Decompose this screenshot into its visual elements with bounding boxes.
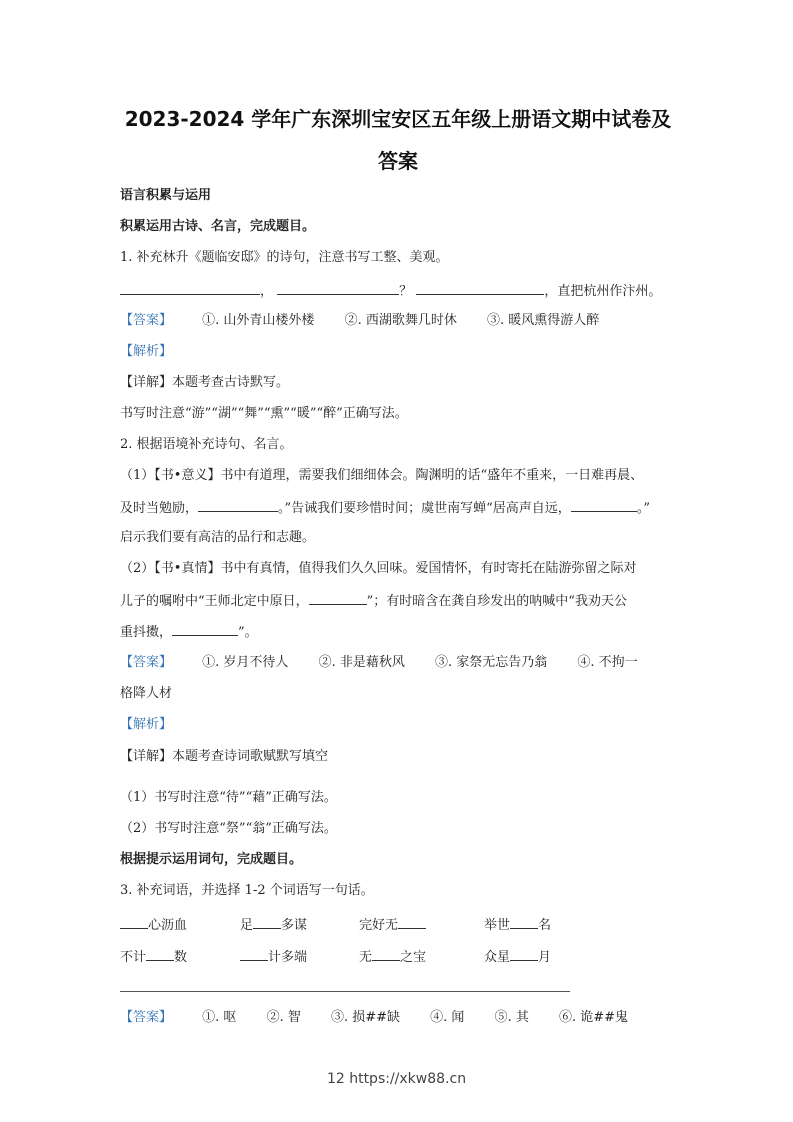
answer-item: ④. 闻 xyxy=(430,1010,465,1025)
idiom-part: 数 xyxy=(174,950,188,965)
question-3-stem: 3. 补充词语，并选择 1-2 个词语写一句话。 xyxy=(120,883,374,898)
answer-continuation: 格降人材 xyxy=(120,686,173,701)
analysis-tag: 【解析】 xyxy=(120,344,173,359)
answer-blank xyxy=(309,592,367,605)
idiom-blank xyxy=(120,946,187,965)
note-text: （1）书写时注意“待”“藉”正确写法。 xyxy=(120,790,337,805)
answer-blank xyxy=(146,948,174,961)
text: 及时当勉励， xyxy=(120,501,199,516)
answer-blank xyxy=(510,916,538,929)
text: 。”告诫我们要珍惜时间；虞世南写蝉“居高声自远， xyxy=(278,501,571,516)
idiom-blank xyxy=(359,946,426,965)
punctuation: ？ xyxy=(399,284,413,299)
idiom-blank xyxy=(240,946,307,965)
poem-line: ，直把杭州作汴州。 xyxy=(544,284,662,299)
idiom-blank xyxy=(240,914,307,933)
question-2-part1-line3: 启示我们要有高洁的品行和志趣。 xyxy=(120,530,316,545)
question-2-stem: 2. 根据语境补充诗句、名言。 xyxy=(120,437,293,452)
question-2-part2-line1: （2）【书•真情】书中有真情，值得我们久久回味。爱国情怀，有时寄托在陆游弥留之际对 xyxy=(120,561,637,576)
answer-item: ①. 呕 xyxy=(202,1010,237,1025)
idiom-blank xyxy=(484,914,551,933)
note-text: 书写时注意“游”“湖”“舞”“熏”“暖”“醉”正确写法。 xyxy=(120,406,408,421)
answer-tag: 【答案】 xyxy=(120,655,173,670)
answer-item: ③. 暖风熏得游人醉 xyxy=(486,313,600,328)
answer-tag: 【答案】 xyxy=(120,1010,173,1025)
question-1-stem: 1. 补充林升《题临安邸》的诗句，注意书写工整、美观。 xyxy=(120,250,449,265)
answer-blank xyxy=(510,948,538,961)
answer-item: ③. 家祭无忘告乃翁 xyxy=(434,655,548,670)
idiom-part: 计多端 xyxy=(268,950,308,965)
answer-blank xyxy=(416,282,544,295)
answer-item: ①. 岁月不待人 xyxy=(202,655,289,670)
document-title-line2: 答案 xyxy=(378,149,418,173)
text: 儿子的嘱咐中“王师北定中原日， xyxy=(120,594,309,609)
answer-blank xyxy=(398,916,426,929)
idiom-part: 举世 xyxy=(484,918,511,933)
idiom-part: 月 xyxy=(538,950,552,965)
idiom-blank xyxy=(484,946,551,965)
idiom-part: 不计 xyxy=(120,950,147,965)
idiom-part: 众星 xyxy=(484,950,511,965)
idiom-part: 足 xyxy=(240,918,254,933)
answer-item: ②. 非是藉秋风 xyxy=(318,655,405,670)
question-3-answer xyxy=(120,1010,628,1026)
answer-item: ⑥. 诡##鬼 xyxy=(558,1010,629,1025)
detail-text: 【详解】本题考查诗词歌赋默写填空 xyxy=(120,749,329,764)
idiom-part: 心沥血 xyxy=(148,918,188,933)
idiom-part: 完好无 xyxy=(359,918,399,933)
answer-blank xyxy=(571,499,637,512)
question-2-part2-line2 xyxy=(120,592,627,610)
idiom-part: 无 xyxy=(359,950,373,965)
answer-item: ②. 智 xyxy=(266,1010,301,1025)
text: 重抖擞， xyxy=(120,625,173,640)
page-footer: 12 https://xkw88.cn xyxy=(326,1071,467,1087)
section-heading: 语言积累与运用 xyxy=(120,188,212,203)
idiom-blank xyxy=(359,914,426,933)
question-2-answer xyxy=(120,655,638,671)
punctuation: ， xyxy=(260,284,274,299)
question-1-blanks xyxy=(120,282,661,300)
subsection-heading: 根据提示运用词句，完成题目。 xyxy=(120,852,303,867)
answer-blank xyxy=(120,916,148,929)
idiom-part: 多谋 xyxy=(281,918,308,933)
idiom-part: 之宝 xyxy=(400,950,427,965)
answer-item: ③. 损##缺 xyxy=(330,1010,401,1025)
note-text: （2）书写时注意“祭”“翁”正确写法。 xyxy=(120,821,337,836)
answer-item: ④. 不拘一 xyxy=(577,655,638,670)
detail-text: 【详解】本题考查古诗默写。 xyxy=(120,375,290,390)
answer-tag: 【答案】 xyxy=(120,313,173,328)
question-2-part1-line1: （1）【书•意义】书中有道理，需要我们细细体会。陶渊明的话“盛年不重来，一日难再晨、 xyxy=(120,468,644,483)
idiom-blank xyxy=(120,914,187,933)
question-2-part2-line3 xyxy=(120,623,258,641)
analysis-tag: 【解析】 xyxy=(120,717,173,732)
answer-item: ⑤. 其 xyxy=(494,1010,529,1025)
answer-blank xyxy=(277,282,399,295)
answer-item: ②. 西湖歌舞几时休 xyxy=(344,313,457,328)
answer-blank xyxy=(198,499,278,512)
answer-blank xyxy=(240,948,268,961)
writing-line xyxy=(120,991,570,992)
idiom-part: 名 xyxy=(538,918,552,933)
text: 。” xyxy=(636,501,650,516)
text: ”；有时暗含在龚自珍发出的呐喊中“我劝天公 xyxy=(366,594,627,609)
document-title-line1: 2023-2024 学年广东深圳宝安区五年级上册语文期中试卷及 xyxy=(124,107,672,131)
answer-item: ①. 山外青山楼外楼 xyxy=(202,313,315,328)
question-2-part1-line2 xyxy=(120,499,650,517)
text: ”。 xyxy=(238,625,258,640)
answer-blank xyxy=(120,282,260,295)
subsection-heading: 积累运用古诗、名言，完成题目。 xyxy=(120,219,316,234)
question-1-answer xyxy=(120,313,599,329)
answer-blank xyxy=(253,916,281,929)
answer-blank xyxy=(172,623,238,636)
answer-blank xyxy=(372,948,400,961)
